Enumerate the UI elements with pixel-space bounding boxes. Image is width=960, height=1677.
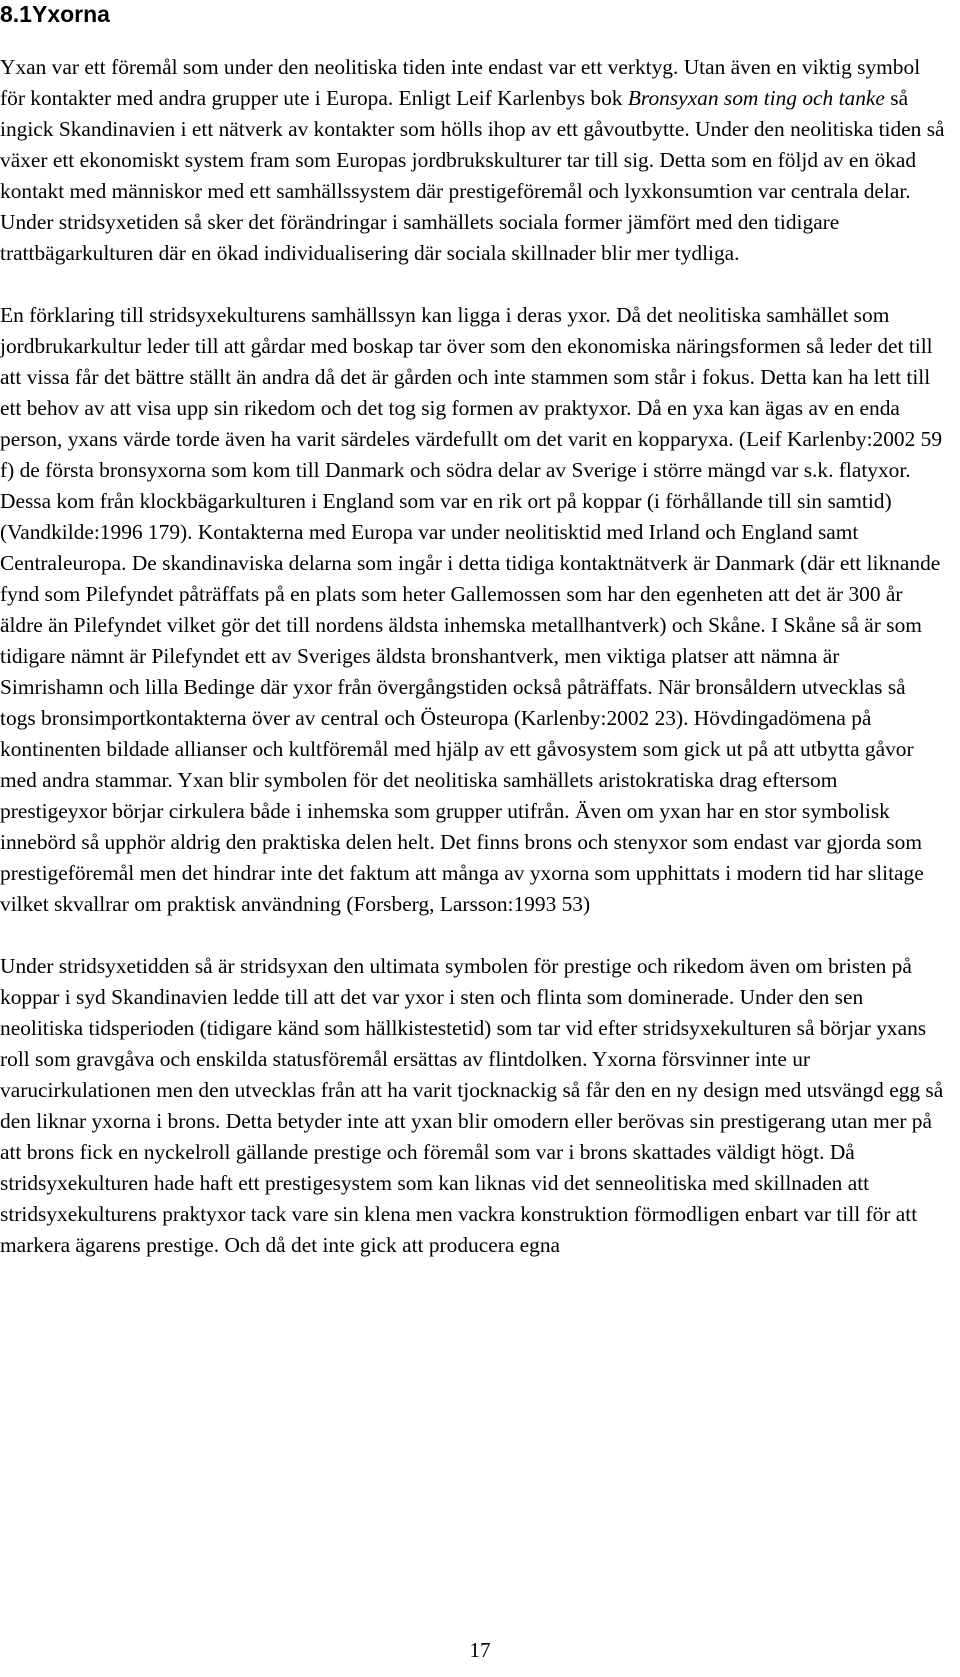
paragraph-1-text-end: så ingick Skandinavien i ett nätverk av kontakter som hölls ihop av ett gåvoutbytte. Under den neolitiska tiden så växer ett ekonomiskt system fram som Europas jordbrukskulturer tar till sig. Detta som en följd av en ökad kontakt med människor med ett samhällssystem där prestigeföremål och lyxkonsumtion var centrala delar. Under stridsyxetiden så sker det förändringar i samhällets sociala former jämfört med den tidigare trattbägarkulturen där en ökad individualisering där sociala skillnader blir mer tydliga. [0,86,945,265]
paragraph-2: En förklaring till stridsyxekulturens samhällssyn kan ligga i deras yxor. Då det neolitiska samhället som jordbrukarkultur leder till att gårdar med boskap tar över som den ekonomiska näringsformen så leder det till att vissa får det bättre ställt än andra då det är gården och inte stammen som står i fokus. Detta kan ha lett till ett behov av att visa upp sin rikedom och det tog sig formen av praktyxor. Då en yxa kan ägas av en enda person, yxans värde torde även ha varit särdeles värdefullt om det varit en kopparyxa. (Leif Karlenby:2002 59 f) de första bronsyxorna som kom till Danmark och södra delar av Sverige i större mängd var s.k. flatyxor. Dessa kom från klockbägarkulturen i England som var en rik ort på koppar (i förhållande till sin samtid) (Vandkilde:1996 179). Kontakterna med Europa var under neolitisktid med Irland och England samt Centraleuropa. De skandinaviska delarna som ingår i detta tidiga kontaktnätverk är Danmark (där ett liknande fynd som Pilefyndet påträffats på en plats som heter Gallemossen som har den egenheten att det är 300 år äldre än Pilefyndet vilket gör det till nordens äldsta inhemska metallhantverk) och Skåne. I Skåne så är som tidigare nämnt är Pilefyndet ett av Sveriges äldsta bronshantverk, men viktiga platser att nämna är Simrishamn och lilla Bedinge där yxor från övergångstiden också påträffats. När bronsåldern utvecklas så togs bronsimportkontakterna över av central och Östeuropa (Karlenby:2002 23). Hövdingadömena på kontinenten bildade allianser och kultföremål med hjälp av ett gåvosystem som gick ut på att utbytta gåvor med andra stammar. Yxan blir symbolen för det neolitiska samhällets aristokratiska drag eftersom prestigeyxor börjar cirkulera både i inhemska som grupper utifrån. Även om yxan har en stor symbolisk innebörd så upphör aldrig den praktiska delen helt. Det finns brons och stenyxor som endast var gjorda som prestigeföremål men det hindrar inte det faktum att många av yxorna som upphittats i modern tid har slitage vilket skvallrar om praktisk användning (Forsberg, Larsson:1993 53) [0,303,943,916]
section-heading: 8.1Yxorna [0,1,110,27]
paragraph-3: Under stridsyxetidden så är stridsyxan den ultimata symbolen för prestige och rikedom även om bristen på koppar i syd Skandinavien ledde till att det var yxor i sten och flinta som dominerade. Under den sen neolitiska tidsperioden (tidigare känd som hällkistestetid) som tar vid efter stridsyxekulturen så börjar yxans roll som gravgåva och enskilda statusföremål ersättas av flintdolken. Yxorna försvinner inte ur varucirkulationen men den utvecklas från att ha varit tjocknackig så får den en ny design med utsvängd egg så den liknar yxorna i brons. Detta betyder inte att yxan blir omodern eller berövas sin prestigerang utan mer på att brons fick en nyckelroll gällande prestige och föremål som var i brons skattades väldigt högt. Då stridsyxekulturen hade haft ett prestigesystem som kan liknas vid det senneolitiska med skillnaden att stridsyxekulturens praktyxor tack vare sin klena men vackra konstruktion förmodligen enbart var till för att markera ägarens prestige. Och då det inte gick att producera egna [0,954,944,1257]
body-text [0,52,946,1261]
page-number: 17 [469,1638,491,1662]
paragraph-1 [0,52,946,269]
paragraph-1-text-start: Yxan var ett föremål som under den neolitiska tiden inte endast var ett verktyg. Utan även en viktig symbol för kontakter med andra grupper ute i Europa. Enligt Leif Karlenbys bok [0,55,921,110]
book-title: Bronsyxan som ting och tanke [627,86,885,110]
